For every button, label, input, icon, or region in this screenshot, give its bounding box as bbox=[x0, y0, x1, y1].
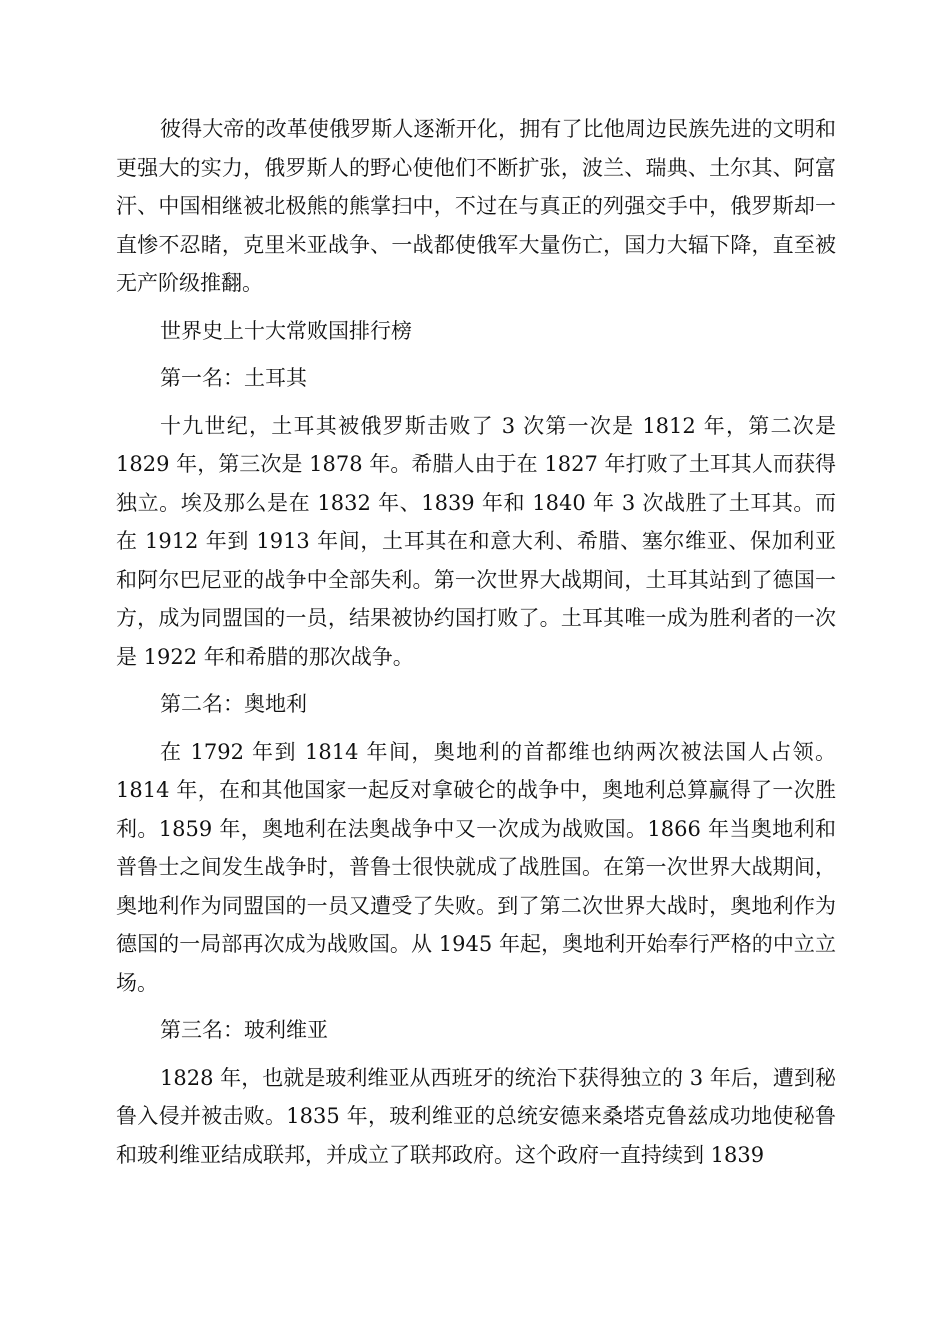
paragraph-turkey: 十九世纪，土耳其被俄罗斯击败了 3 次第一次是 1812 年，第二次是 1829 年，第三次是 1878 年。希腊人由于在 1827 年打败了土耳其人而获得独立。埃及那么是在 1832 年、1839 年和 1840 年 3 次战胜了土耳其。而在 1912 年到 1913 年间，土耳其在和意大利、希腊、塞尔维亚、保加利亚和阿尔巴尼亚的战争中全部失利。第一次世界大战期间，土耳其站到了德国一方，成为同盟国的一员，结果被协约国打败了。土耳其唯一成为胜利者的一次是 1922 年和希腊的那次战争。 bbox=[116, 413, 836, 669]
heading-rank-3-bolivia: 第三名：玻利维亚 bbox=[160, 1018, 328, 1042]
paragraph-austria: 在 1792 年到 1814 年间，奥地利的首都维也纳两次被法国人占领。1814 年，在和其他国家一起反对拿破仑的战争中，奥地利总算赢得了一次胜利。1859 年，奥地利在法奥战争中又一次成为战败国。1866 年当奥地利和普鲁士之间发生战争时，普鲁士很快就成了战胜国。在第一次世界大战期间，奥地利作为同盟国的一员又遭受了失败。到了第二次世界大战时，奥地利作为德国的一局部再次成为战败国。从 1945 年起，奥地利开始奉行严格的中立立场。 bbox=[116, 739, 836, 995]
section-title-ranking: 世界史上十大常败国排行榜 bbox=[160, 318, 412, 343]
heading-rank-2-austria: 第二名：奥地利 bbox=[160, 692, 307, 716]
paragraph-russia-intro: 彼得大帝的改革使俄罗斯人逐渐开化，拥有了比他周边民族先进的文明和更强大的实力，俄罗斯人的野心使他们不断扩张，波兰、瑞典、土尔其、阿富汗、中国相继被北极熊的熊掌扫中，不过在与真正的列强交手中，俄罗斯却一直惨不忍睹，克里米亚战争、一战都使俄军大量伤亡，国力大辐下降，直至被无产阶级推翻。 bbox=[116, 117, 836, 295]
paragraph-bolivia: 1828 年，也就是玻利维亚从西班牙的统治下获得独立的 3 年后，遭到秘鲁入侵并被击败。1835 年，玻利维亚的总统安德来桑塔克鲁兹成功地使秘鲁和玻利维亚结成联邦，并成立了联邦政府。这个政府一直持续到 1839 bbox=[116, 1065, 836, 1167]
document-body bbox=[116, 110, 836, 1174]
heading-rank-1-turkey: 第一名：土耳其 bbox=[160, 366, 307, 390]
